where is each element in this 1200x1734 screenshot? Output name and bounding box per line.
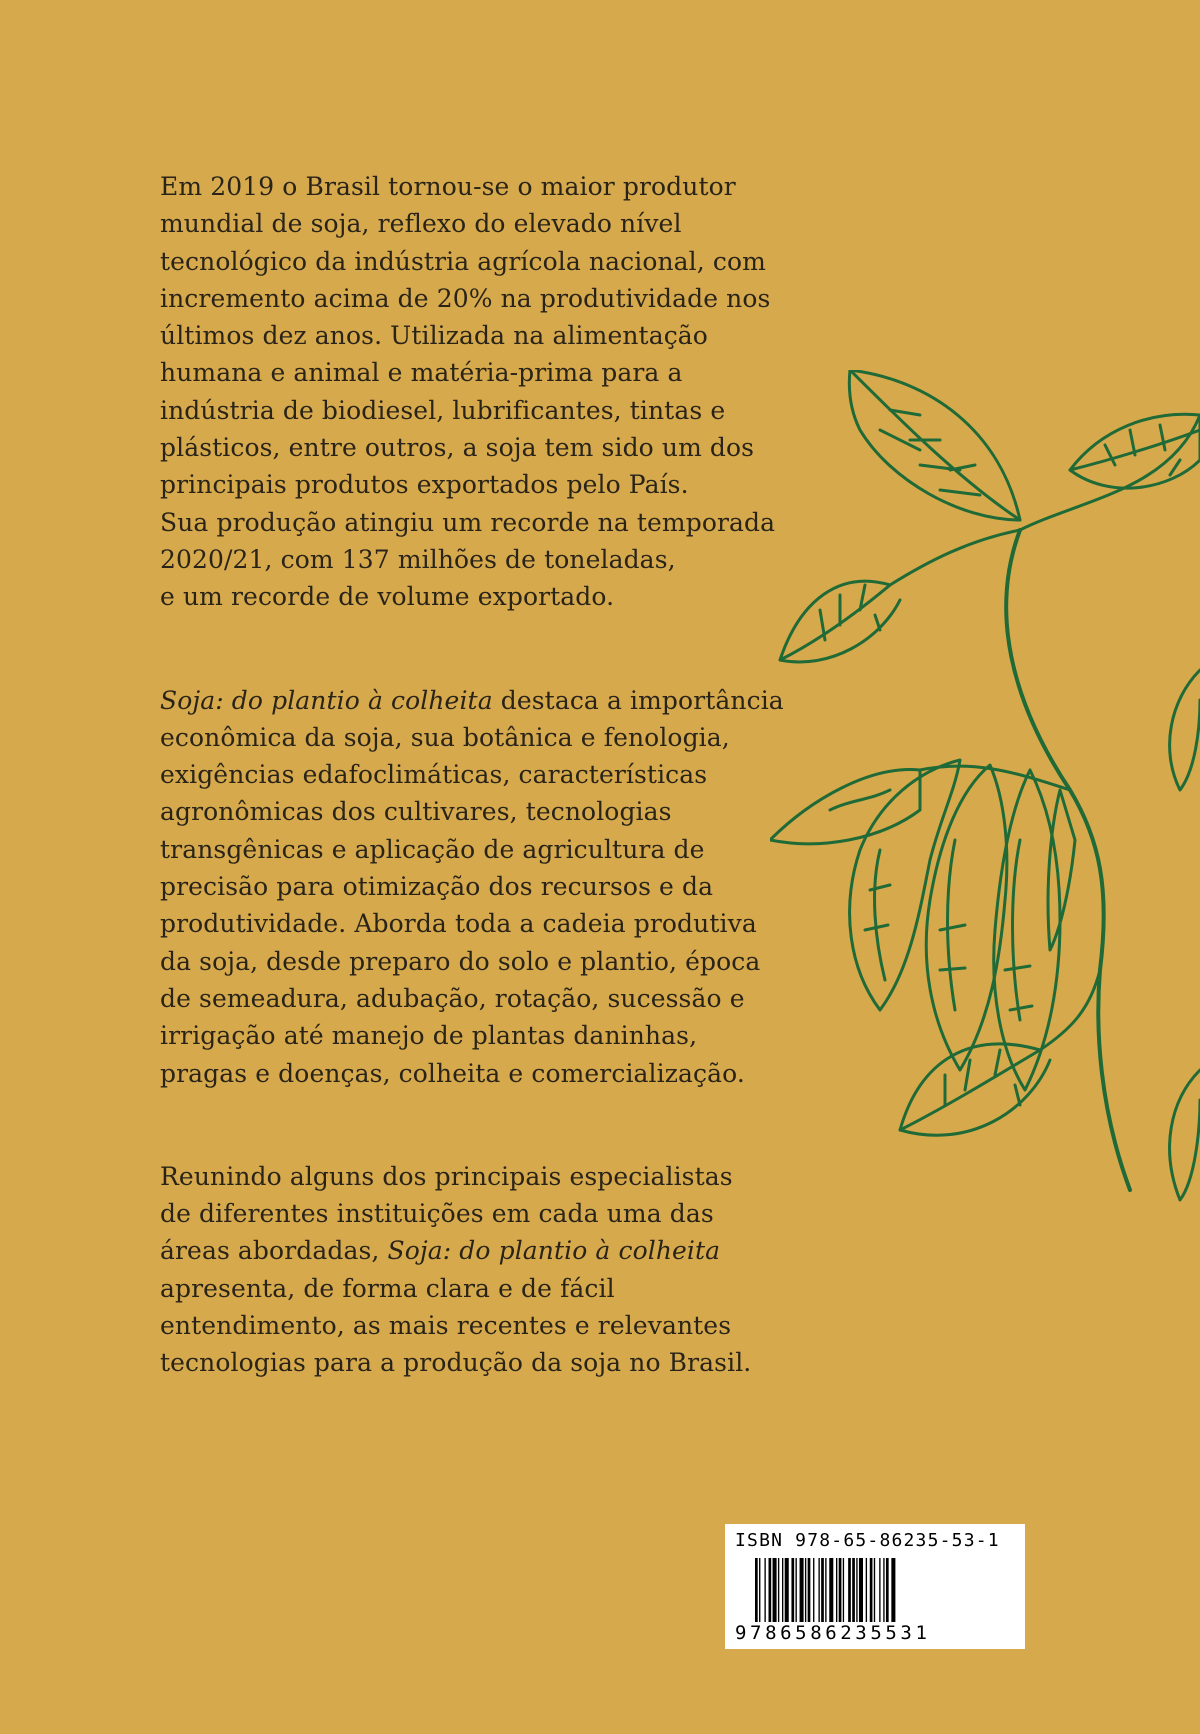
barcode-bar bbox=[813, 1558, 814, 1622]
text-line: de semeadura, adubação, rotação, sucessão e bbox=[160, 983, 745, 1013]
text-line: plásticos, entre outros, a soja tem sido um dos bbox=[160, 433, 755, 463]
barcode-bar bbox=[829, 1558, 833, 1622]
text-line: indústria de biodiesel, lubrificantes, tintas e bbox=[160, 395, 726, 425]
paragraph-intro bbox=[160, 168, 820, 616]
barcode-bar bbox=[808, 1558, 811, 1622]
text-line: e um recorde de volume exportado. bbox=[160, 582, 615, 612]
text-line: exigências edafoclimáticas, características bbox=[160, 760, 708, 790]
text-line: principais produtos exportados pelo País. bbox=[160, 470, 689, 500]
text-line bbox=[160, 1232, 820, 1269]
text-line: tecnologias para a produção da soja no Brasil. bbox=[160, 1348, 752, 1378]
isbn-barcode bbox=[725, 1524, 1025, 1649]
text-line: de diferentes instituições em cada uma das bbox=[160, 1199, 714, 1229]
barcode-bar bbox=[764, 1558, 765, 1622]
barcode-bar bbox=[755, 1558, 758, 1622]
paragraph-summary bbox=[160, 682, 820, 1092]
barcode-bar bbox=[891, 1558, 895, 1622]
text-line: Reunindo alguns dos principais especialistas bbox=[160, 1161, 733, 1191]
text-line: mundial de soja, reflexo do elevado nível bbox=[160, 209, 682, 239]
text-line: transgênicas e aplicação de agricultura de bbox=[160, 834, 705, 864]
barcode-bar bbox=[886, 1558, 889, 1622]
text-fragment: destaca a importância bbox=[492, 685, 784, 715]
barcode-bar bbox=[856, 1558, 857, 1622]
text-line: tecnológico da indústria agrícola nacional, com bbox=[160, 246, 766, 276]
barcode-bar bbox=[839, 1558, 842, 1622]
barcode-bar bbox=[782, 1558, 783, 1622]
isbn-label: ISBN 978-65-86235-53-1 bbox=[735, 1530, 1000, 1551]
barcode-bar bbox=[843, 1558, 844, 1622]
text-line: últimos dez anos. Utilizada na alimentação bbox=[160, 321, 708, 351]
barcode-bar bbox=[874, 1558, 875, 1622]
barcode-bar bbox=[800, 1558, 804, 1622]
barcode-bar bbox=[769, 1558, 772, 1622]
barcode-bar bbox=[796, 1558, 797, 1622]
barcode-bar bbox=[852, 1558, 855, 1622]
text-line: Sua produção atingiu um recorde na temporada bbox=[160, 507, 776, 537]
soybean-plant-icon bbox=[770, 370, 1200, 1250]
barcode-bar bbox=[773, 1558, 777, 1622]
text-line: da soja, desde preparo do solo e plantio, época bbox=[160, 946, 761, 976]
text-line: agronômicas dos cultivares, tecnologias bbox=[160, 797, 672, 827]
text-line: irrigação até manejo de plantas daninhas, bbox=[160, 1021, 698, 1051]
book-title-italic: Soja: do plantio à colheita bbox=[160, 685, 493, 715]
text-line: entendimento, as mais recentes e relevantes bbox=[160, 1311, 732, 1341]
text-line bbox=[160, 682, 820, 719]
barcode-icon bbox=[755, 1558, 1015, 1622]
text-line: 2020/21, com 137 milhões de toneladas, bbox=[160, 544, 676, 574]
synopsis bbox=[160, 168, 820, 1382]
text-line: humana e animal e matéria-prima para a bbox=[160, 358, 683, 388]
barcode-bar bbox=[836, 1558, 837, 1622]
text-line: econômica da soja, sua botânica e fenologia, bbox=[160, 722, 730, 752]
barcode-bar bbox=[870, 1558, 873, 1622]
barcode-bar bbox=[859, 1558, 863, 1622]
text-line: pragas e doenças, colheita e comercialização. bbox=[160, 1058, 745, 1088]
book-title-italic: Soja: do plantio à colheita bbox=[387, 1236, 721, 1266]
text-line: precisão para otimização dos recursos e da bbox=[160, 872, 714, 902]
barcode-bar bbox=[818, 1558, 819, 1622]
barcode-bar bbox=[778, 1558, 779, 1622]
text-fragment: áreas abordadas, bbox=[160, 1236, 388, 1266]
barcode-bar bbox=[866, 1558, 867, 1622]
barcode-bar bbox=[759, 1558, 760, 1622]
barcode-bar bbox=[825, 1558, 826, 1622]
barcode-bar bbox=[785, 1558, 789, 1622]
barcode-bar bbox=[791, 1558, 794, 1622]
text-line: incremento acima de 20% na produtividade nos bbox=[160, 283, 771, 313]
ean-digits: 9786586235531 bbox=[735, 1622, 931, 1644]
barcode-bar bbox=[883, 1558, 884, 1622]
barcode-bar bbox=[879, 1558, 880, 1622]
paragraph-closing bbox=[160, 1158, 820, 1382]
text-line: Em 2019 o Brasil tornou-se o maior produtor bbox=[160, 172, 736, 201]
text-line: produtividade. Aborda toda a cadeia produtiva bbox=[160, 909, 757, 939]
barcode-bar bbox=[805, 1558, 806, 1622]
barcode-bar bbox=[821, 1558, 824, 1622]
text-line: apresenta, de forma clara e de fácil bbox=[160, 1273, 615, 1303]
barcode-bar bbox=[848, 1558, 851, 1622]
